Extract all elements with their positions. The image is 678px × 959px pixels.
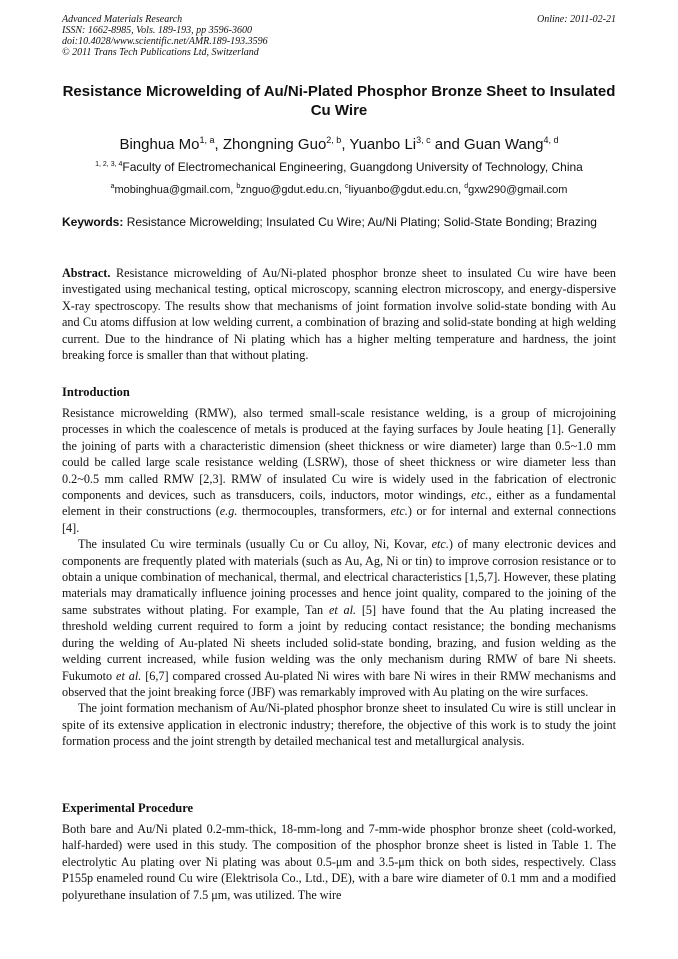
email-address: mobinghua@gmail.com, [114,184,237,196]
keywords-text: Resistance Microwelding; Insulated Cu Wire; Au/Ni Plating; Solid-State Bonding; Brazing [123,215,597,229]
text-run: The insulated Cu wire terminals (usually Cu or Cu alloy, Ni, Kovar, [78,537,432,552]
section-heading-introduction: Introduction [62,385,130,399]
issn-line: ISSN: 1662-8985, Vols. 189-193, pp 3596-3600 [62,25,252,36]
email-superscript: a [110,183,115,190]
affiliation-superscript: 1, 2, 3, 4 [95,161,123,168]
author-superscript: 2, b [326,135,342,145]
author-superscript: 3, c [416,135,431,145]
keywords-label: Keywords: [62,215,124,229]
italic-run: et al. [116,668,142,683]
author-separator: , [214,136,223,153]
italic-run: et al. [328,602,357,617]
section-heading-experimental: Experimental Procedure [62,801,194,815]
author-superscript: 4, d [543,135,559,145]
text-run: , either as a fundamental element in their constructions ( [62,488,616,519]
author-name: Yuanbo Li [349,136,417,153]
intro-paragraph-1 [62,405,616,536]
email-superscript: b [236,183,241,190]
italic-run: etc. [471,488,489,503]
intro-paragraph-2 [62,536,616,700]
experimental-body [62,821,616,903]
online-date: Online: 2011-02-21 [537,14,616,25]
email-address: znguo@gdut.edu.cn, [240,184,346,196]
italic-run: etc. [431,537,449,552]
email-superscript: d [464,183,469,190]
italic-run: etc. [390,504,408,519]
intro-paragraph-3: The joint formation mechanism of Au/Ni-plated phosphor bronze sheet to insulated Cu wire is still unclear in spite of its extensive application in electronic industry; therefore, the objective of this work is to study the joint formation process and the joint strength by detailed mechanical test and metallurgical analysis. [62,701,616,749]
keywords [62,214,616,230]
text-run: [5] have found that the Au plating increased the threshold welding current required to form a joint by reducing contact resistance; the bonding mechanisms during the welding of Au-plated Ni sheets included solid-state bonding, brazing, and fusion welding as the welding current increased, while fusion welding was the only mechanism during RMW of bare Ni sheets. Fukumoto [62,602,616,683]
text-run: [6,7] compared crossed Au-plated Ni wires with bare Ni wires in their RMW mechanisms and observed that the joint breaking force (JBF) was remarkably improved with Au plating on the wire surfaces. [62,668,616,699]
italic-run: e.g. [219,504,238,519]
author-name: Binghua Mo [119,136,200,153]
author-superscript: 1, a [199,135,215,145]
author-list [62,130,616,155]
author-separator: and [430,136,465,153]
email-list [62,180,616,197]
copyright-line: © 2011 Trans Tech Publications Ltd, Switzerland [62,47,259,58]
doi-line: doi:10.4028/www.scientific.net/AMR.189-193.3596 [62,36,268,47]
experimental-paragraph-1: Both bare and Au/Ni plated 0.2-mm-thick, 18-mm-long and 7-mm-wide phosphor bronze sheet (cold-worked, half-harded) were used in this study. The composition of the phosphor bronze sheet is listed in Table 1. The electrolytic Au plating over Ni plating was about 0.5-μm and 3.5-μm thick on both sides, respectively. Class P155p enameled round Cu wire (Elektrisola Co., Ltd., DE), with a bare wire diameter of 0.1 mm and a modified polyurethane insulation of 7.5 μm, was utilized. The wire [62,822,616,902]
abstract [62,265,616,363]
introduction-body [62,405,616,750]
journal-header [62,14,616,58]
author-name: Guan Wang [464,136,544,153]
abstract-text: Resistance microwelding of Au/Ni-plated phosphor bronze sheet to insulated Cu wire have been investigated using mechanical testing, optical microscopy, scanning electron microscopy, and energy-dispersive X-ray spectroscopy. The results show that mechanisms of joint formation involve solid-state bonding with Au and Cu atoms diffusion at low welding current, a combination of brazing and solid-state bonding at high welding current. Due to the hindrance of Ni plating which has a higher melting temperature and hardness, the joint breaking force is smaller than that without plating. [62,266,616,363]
text-run: ) of many electronic devices and components are frequently plated with materials (such as Au, Ag, Ni or tin) to improve corrosion resistance or to obtain a unique combination of mechanical, thermal, and electrical characteristics [1,5,7]. However, these plating materials may dramatically influence joining processes and hence joint quality, compared to the joining of the same substrates without plating. For example, Tan [62,537,616,617]
abstract-label: Abstract. [62,266,111,280]
author-name: Zhongning Guo [222,136,327,153]
email-superscript: c [345,183,349,190]
email-address: liyuanbo@gdut.edu.cn, [348,184,465,196]
author-separator: , [341,136,350,153]
text-run: Resistance microwelding (RMW), also termed small-scale resistance welding, is a group of microjoining processes in which the coalescence of metals is produced at the faying surfaces by Joule heating [1]. Generally the joining of parts with a characteristic dimension (sheet thickness or wire diameter) large than 0.5~1.0 mm could be called large scale resistance welding (LSRW), those of sheet thickness or wire diameter less than 0.2~0.5 mm called RMW [2,3]. RMW of insulated Cu wire is widely used in the fabrication of electronic components and devices, such as transducers, coils, inductors, motor windings, [62,406,616,503]
paper-title: Resistance Microwelding of Au/Ni-Plated Phosphor Bronze Sheet to Insulated Cu Wire [62,83,616,119]
affiliation-text: Faculty of Electromechanical Engineering, Guangdong University of Technology, China [122,160,583,174]
text-run: ) or for internal and external connections [4]. [62,504,617,535]
text-run: thermocouples, transformers, [237,504,391,519]
journal-name: Advanced Materials Research [62,14,183,25]
email-address: gxw290@gmail.com [468,184,568,196]
affiliation [62,158,616,174]
